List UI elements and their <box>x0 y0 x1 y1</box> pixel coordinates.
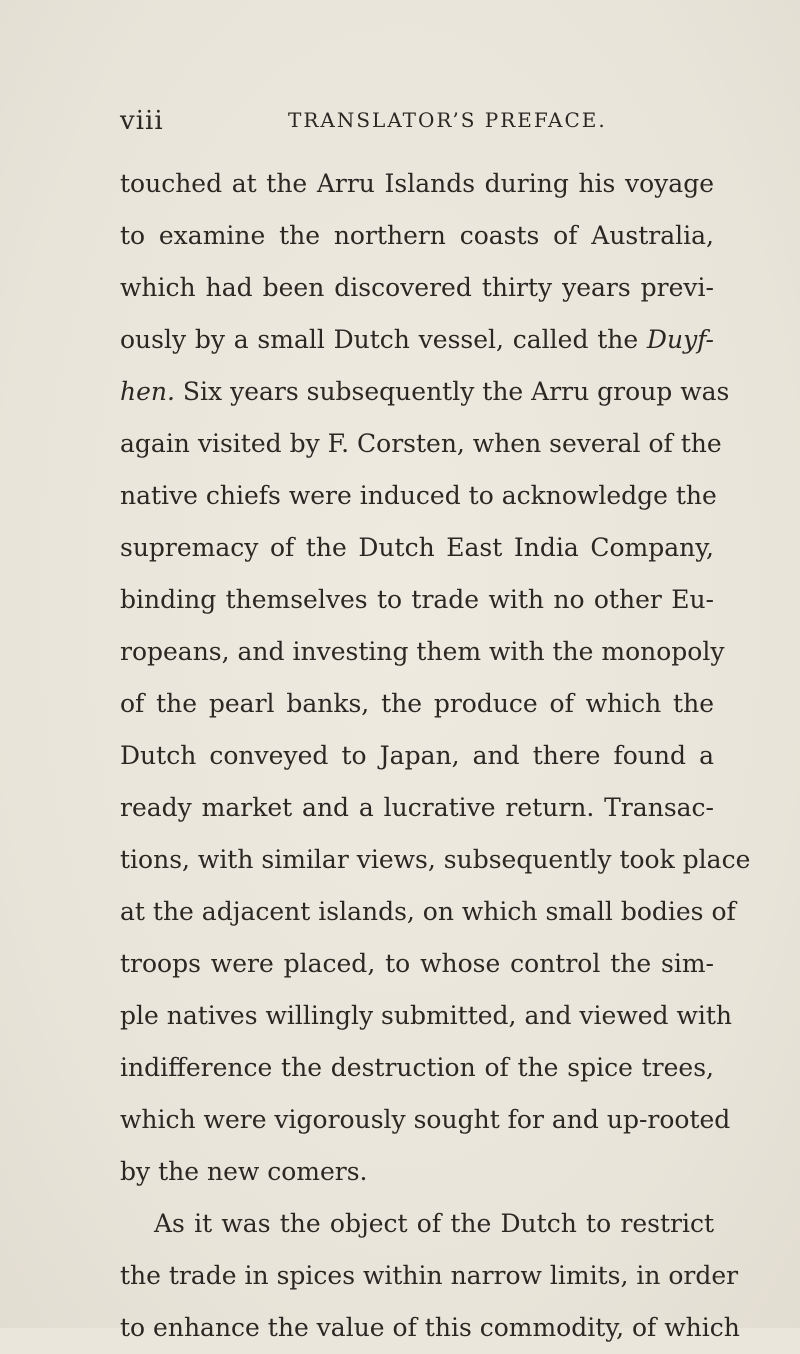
body-text <box>120 158 751 1354</box>
text-line: which had been discovered thirty years previ- <box>120 273 714 302</box>
text-line: touched at the Arru Islands during his voyage <box>120 169 714 198</box>
text-line: by the new comers. <box>120 1157 368 1186</box>
text-line: Dutch conveyed to Japan, and there found a <box>120 741 714 770</box>
text-line: native chiefs were induced to acknowledge the <box>120 481 717 510</box>
page-header <box>120 106 720 142</box>
text-line: to enhance the value of this commodity, of which <box>120 1313 740 1342</box>
paragraph <box>120 158 751 1198</box>
text-line: tions, with similar views, subsequently took place <box>120 845 751 874</box>
text-line: indifference the destruction of the spice trees, <box>120 1053 714 1082</box>
running-title: TRANSLATOR’S PREFACE. <box>288 108 607 132</box>
text-run: Six years subsequently the Arru group was <box>174 377 730 406</box>
text-line: binding themselves to trade with no other Eu- <box>120 585 714 614</box>
text-line: supremacy of the Dutch East India Company, <box>120 533 714 562</box>
text-line <box>120 366 730 418</box>
text-line: again visited by F. Corsten, when several of the <box>120 429 722 458</box>
text-run: ously by a small Dutch vessel, called the <box>120 325 647 354</box>
text-line: at the adjacent islands, on which small bodies of <box>120 897 736 926</box>
ship-name-italic: hen. <box>120 377 175 406</box>
text-line: ple natives willingly submitted, and viewed with <box>120 1001 733 1030</box>
text-line: ready market and a lucrative return. Transac- <box>120 793 714 822</box>
page-number: viii <box>120 106 164 136</box>
text-line: troops were placed, to whose control the sim- <box>120 949 714 978</box>
text-line: which were vigorously sought for and up-rooted <box>120 1105 731 1134</box>
text-line: ropeans, and investing them with the monopoly <box>120 637 725 666</box>
text-line: to examine the northern coasts of Australia, <box>120 221 714 250</box>
text-line: As it was the object of the Dutch to restrict <box>154 1209 714 1238</box>
paragraph <box>120 1198 740 1354</box>
text-line: the trade in spices within narrow limits, in order <box>120 1261 739 1290</box>
ship-name-italic: Duyf- <box>646 325 714 354</box>
text-line: of the pearl banks, the produce of which the <box>120 689 714 718</box>
text-line <box>120 314 714 366</box>
